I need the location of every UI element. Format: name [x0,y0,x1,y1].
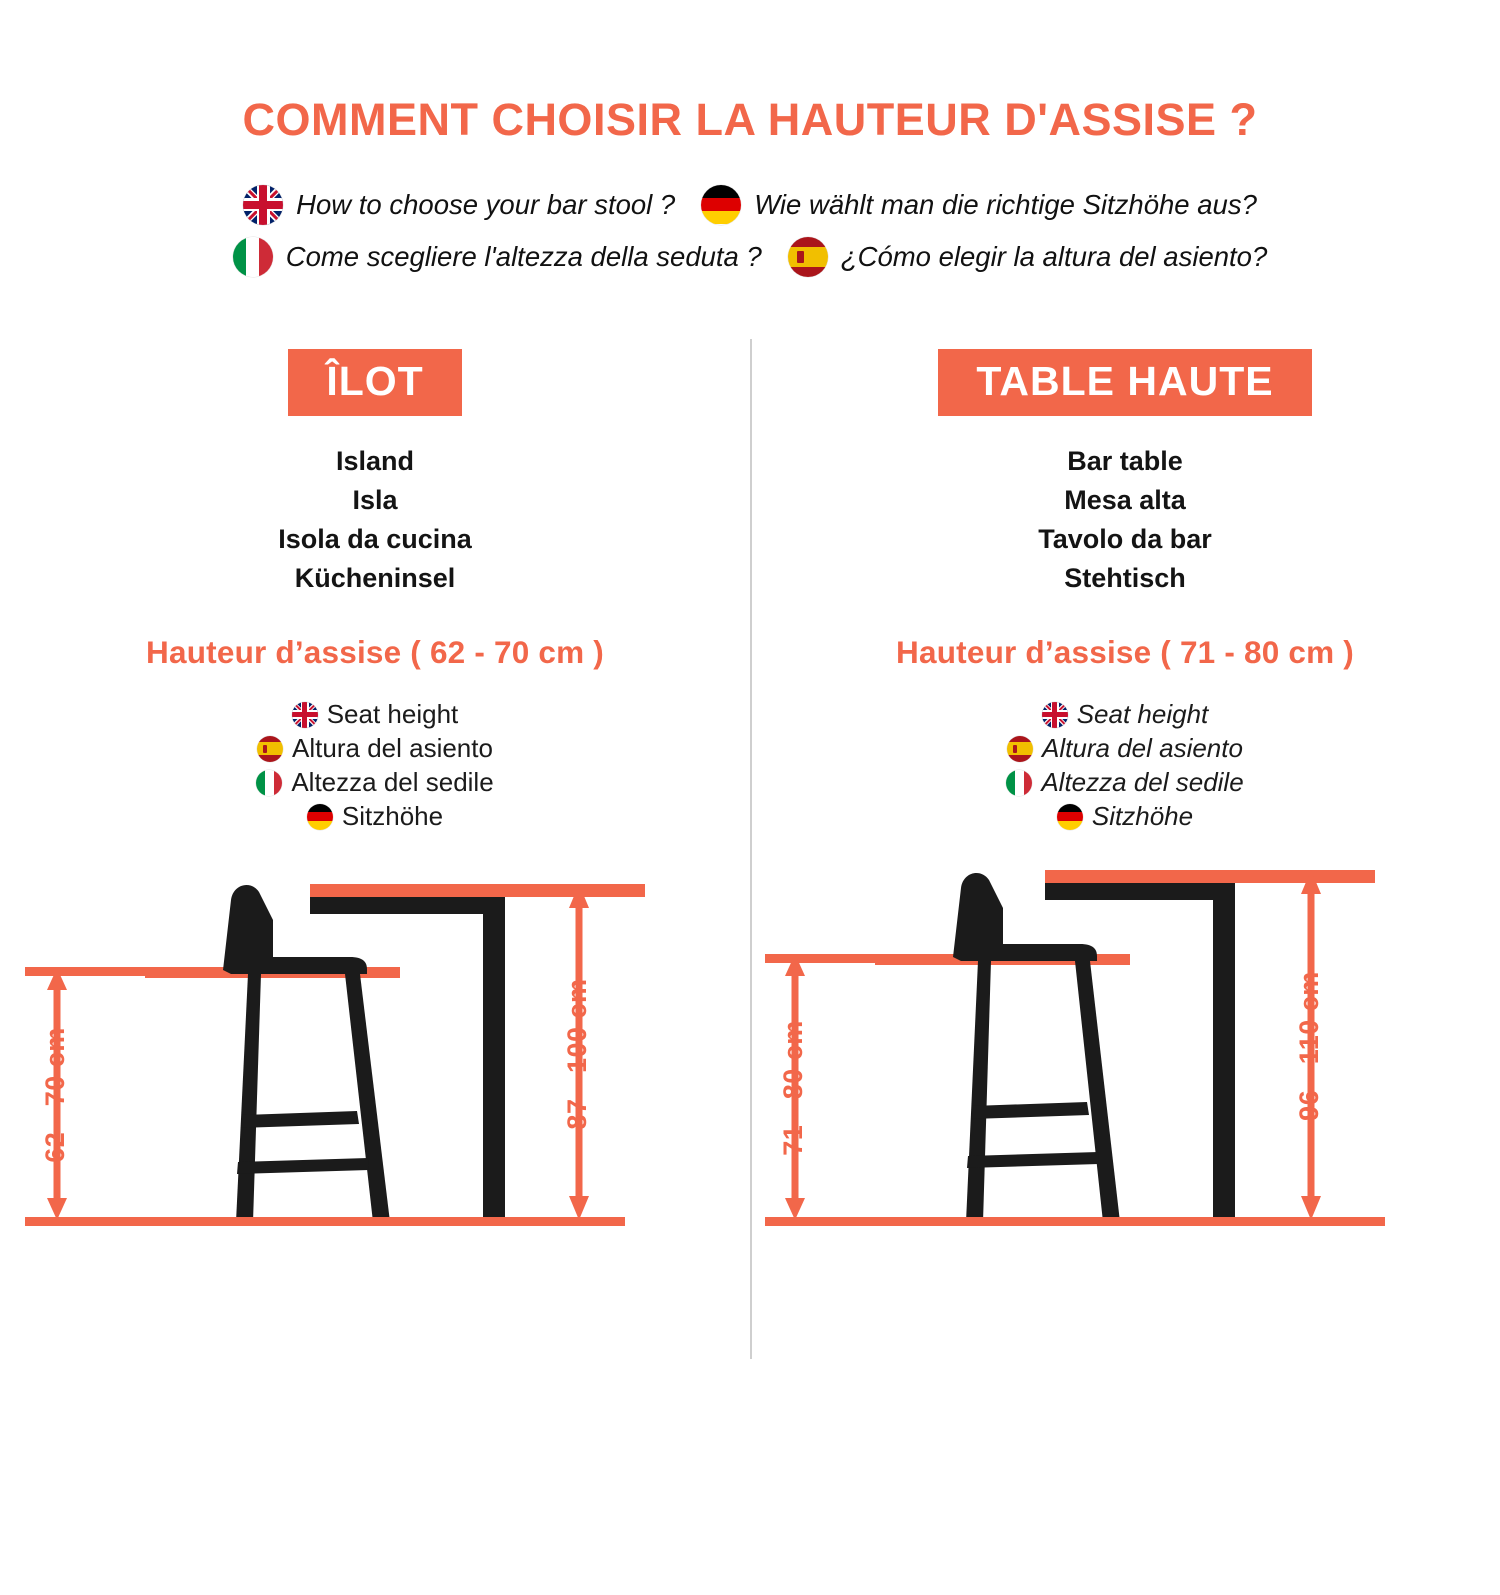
seat-label-text-it: Altezza del sedile [291,767,494,798]
seat-height-title-bar-table: Hauteur d’assise ( 71 - 80 cm ) [896,634,1354,671]
translation-text-de: Wie wählt man die richtige Sitzhöhe aus? [754,188,1257,220]
uk-flag-icon [1042,702,1068,728]
translation-item-en [243,185,675,225]
translation-text-es: ¿Cómo elegir la altura del asiento? [840,240,1268,272]
seat-label-es [1007,733,1243,764]
translation-text-en: How to choose your bar stool ? [296,188,676,220]
stool-lower-rail [237,1158,369,1174]
spain-flag-icon [788,237,828,277]
stool-footrest [241,1111,359,1128]
column-island [0,349,750,1263]
arrow-down-seat [47,1198,67,1220]
column-name-en: Bar table [1067,445,1183,476]
column-name-de: Kücheninsel [294,562,456,593]
column-name-de: Stehtisch [1064,562,1186,593]
seat-label-text-it: Altezza del sedile [1041,767,1244,798]
seat-label-text-es: Altura del asiento [292,733,493,764]
stool-lower-rail [967,1152,1099,1168]
seat-label-en [1042,699,1209,730]
column-names-bar-table [1038,442,1212,599]
seat-label-text-en: Seat height [326,699,459,730]
seat-label-it [1006,767,1243,798]
stool-leg-left [966,961,991,1222]
page-title: COMMENT CHOISIR LA HAUTEUR D'ASSISE ? [242,94,1258,145]
uk-flag-icon [243,185,283,225]
stool-leg-right [1075,961,1120,1222]
diagram-bar-table [755,862,1495,1262]
germany-flag-icon [307,804,333,830]
seat-labels-island [256,699,493,832]
diagram-island [5,862,745,1262]
italy-flag-icon [233,237,273,277]
germany-flag-icon [701,185,741,225]
stool-leg-right [345,974,390,1222]
comparison-columns [0,349,1500,1263]
seat-label-de [307,801,443,832]
stool-leg-left [236,974,261,1222]
column-name-es: Isla [352,484,398,515]
seat-labels-bar-table [1006,699,1243,832]
table-dimension-label: 96 - 110 cm [1294,971,1325,1121]
arrow-down-seat [785,1198,805,1220]
translation-item-es [788,237,1267,277]
seat-label-text-es: Altura del asiento [1042,733,1243,764]
arrow-down-table [1301,1196,1321,1220]
diagram-bar-table-svg [755,862,1495,1262]
table-leg [1045,883,1235,1222]
seat-label-text-de: Sitzhöhe [341,801,444,832]
uk-flag-icon [292,702,318,728]
column-divider [750,339,752,1359]
seat-dimension-label: 62 - 70 cm [40,1027,71,1163]
seat-height-tick [25,967,155,976]
translation-row-2 [233,237,1268,277]
seat-height-tick [765,954,885,963]
translation-item-de [701,185,1257,225]
seat-height-title-island: Hauteur d’assise ( 62 - 70 cm ) [146,634,604,671]
column-bar-table [750,349,1500,1263]
column-name-it: Isola da cucina [278,523,472,554]
translation-row-1 [243,185,1257,225]
column-banner-bar-table: TABLE HAUTE [938,349,1311,416]
seat-label-it [256,767,493,798]
seat-label-en [292,699,459,730]
column-names-island [278,442,472,599]
header-translations [0,185,1500,277]
seat-label-es [257,733,493,764]
table-top [1045,870,1375,883]
seat-label-de [1057,801,1193,832]
spain-flag-icon [1007,736,1033,762]
translation-item-it [233,237,762,277]
column-name-it: Tavolo da bar [1038,523,1212,554]
ground-line [25,1217,625,1226]
ground-line [765,1217,1385,1226]
stool-footrest [971,1102,1089,1119]
spain-flag-icon [257,736,283,762]
seat-label-text-de: Sitzhöhe [1091,801,1194,832]
germany-flag-icon [1057,804,1083,830]
column-banner-island: ÎLOT [288,349,461,416]
column-name-es: Mesa alta [1064,484,1186,515]
seat-label-text-en: Seat height [1076,699,1209,730]
seat-dimension-label: 71 - 80 cm [778,1020,809,1156]
italy-flag-icon [256,770,282,796]
table-top [310,884,645,897]
italy-flag-icon [1006,770,1032,796]
arrow-down-table [569,1196,589,1220]
column-name-en: Island [335,445,414,476]
table-dimension-label: 87 - 100 cm [562,978,593,1130]
diagram-island-svg [5,862,745,1262]
translation-text-it: Come scegliere l'altezza della seduta ? [285,240,762,272]
table-leg [310,897,505,1222]
